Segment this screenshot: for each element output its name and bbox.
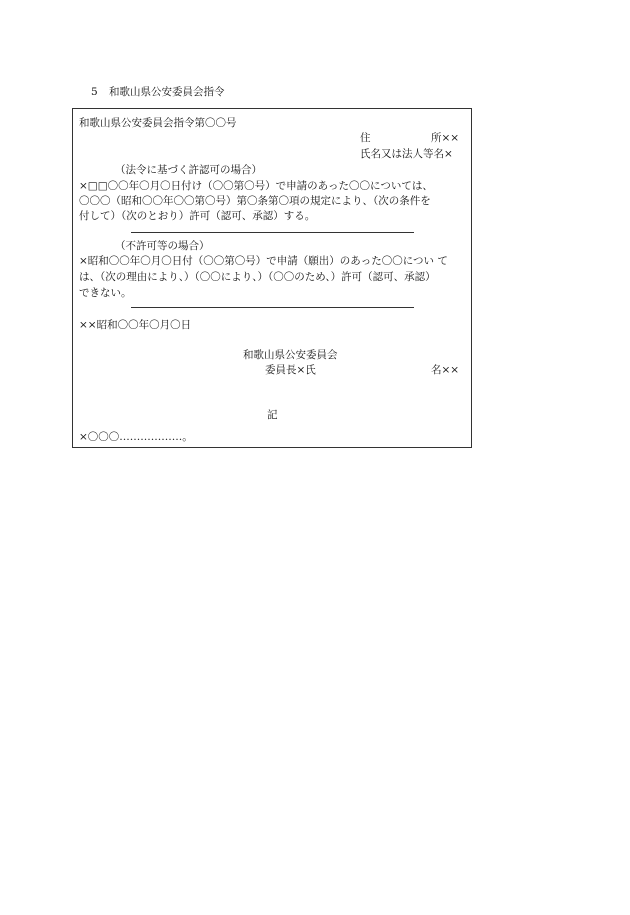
address-tail: 所×× <box>431 132 460 144</box>
name-label: 氏名又は法人等名× <box>360 148 453 160</box>
denial-case-line: できない。 <box>79 287 132 299</box>
signature-chief: 委員長×氏 <box>265 364 316 376</box>
permit-case-line: 付して）（次のとおり）許可（認可、承認）する。 <box>79 210 316 222</box>
denial-case-heading: （不許可等の場合） <box>115 240 210 252</box>
record-line: ×〇〇〇………………。 <box>79 431 193 443</box>
divider-line <box>131 232 414 233</box>
denial-case-line: ×昭和〇〇年〇月〇日付（〇〇第〇号）で申請（願出）のあった〇〇につい て <box>79 255 448 267</box>
record-heading: 記 <box>267 409 278 421</box>
section-heading <box>91 85 225 99</box>
address-label: 住 <box>360 132 371 144</box>
section-title: 和歌山県公安委員会指令 <box>109 86 225 98</box>
directive-document <box>72 108 472 448</box>
divider-line <box>131 307 414 308</box>
permit-case-heading: （法令に基づく許認可の場合） <box>115 164 262 176</box>
section-number: 5 <box>91 86 98 98</box>
signature-name-tail: 名×× <box>431 364 460 376</box>
directive-number: 和歌山県公安委員会指令第〇〇号 <box>79 117 237 129</box>
directive-date: ××昭和〇〇年〇月〇日 <box>79 319 192 331</box>
permit-case-line: 〇〇〇（昭和〇〇年〇〇第〇号）第〇条第〇項の規定により、（次の条件を <box>79 195 431 207</box>
signature-organization: 和歌山県公安委員会 <box>243 349 338 361</box>
permit-case-line: ×□□〇〇年〇月〇日付け（〇〇第〇号）で申請のあった〇〇については、 <box>79 180 433 192</box>
denial-case-line: は、（次の理由により、）（〇〇により、）（〇〇のため、）許可（認可、承認） <box>79 271 436 283</box>
